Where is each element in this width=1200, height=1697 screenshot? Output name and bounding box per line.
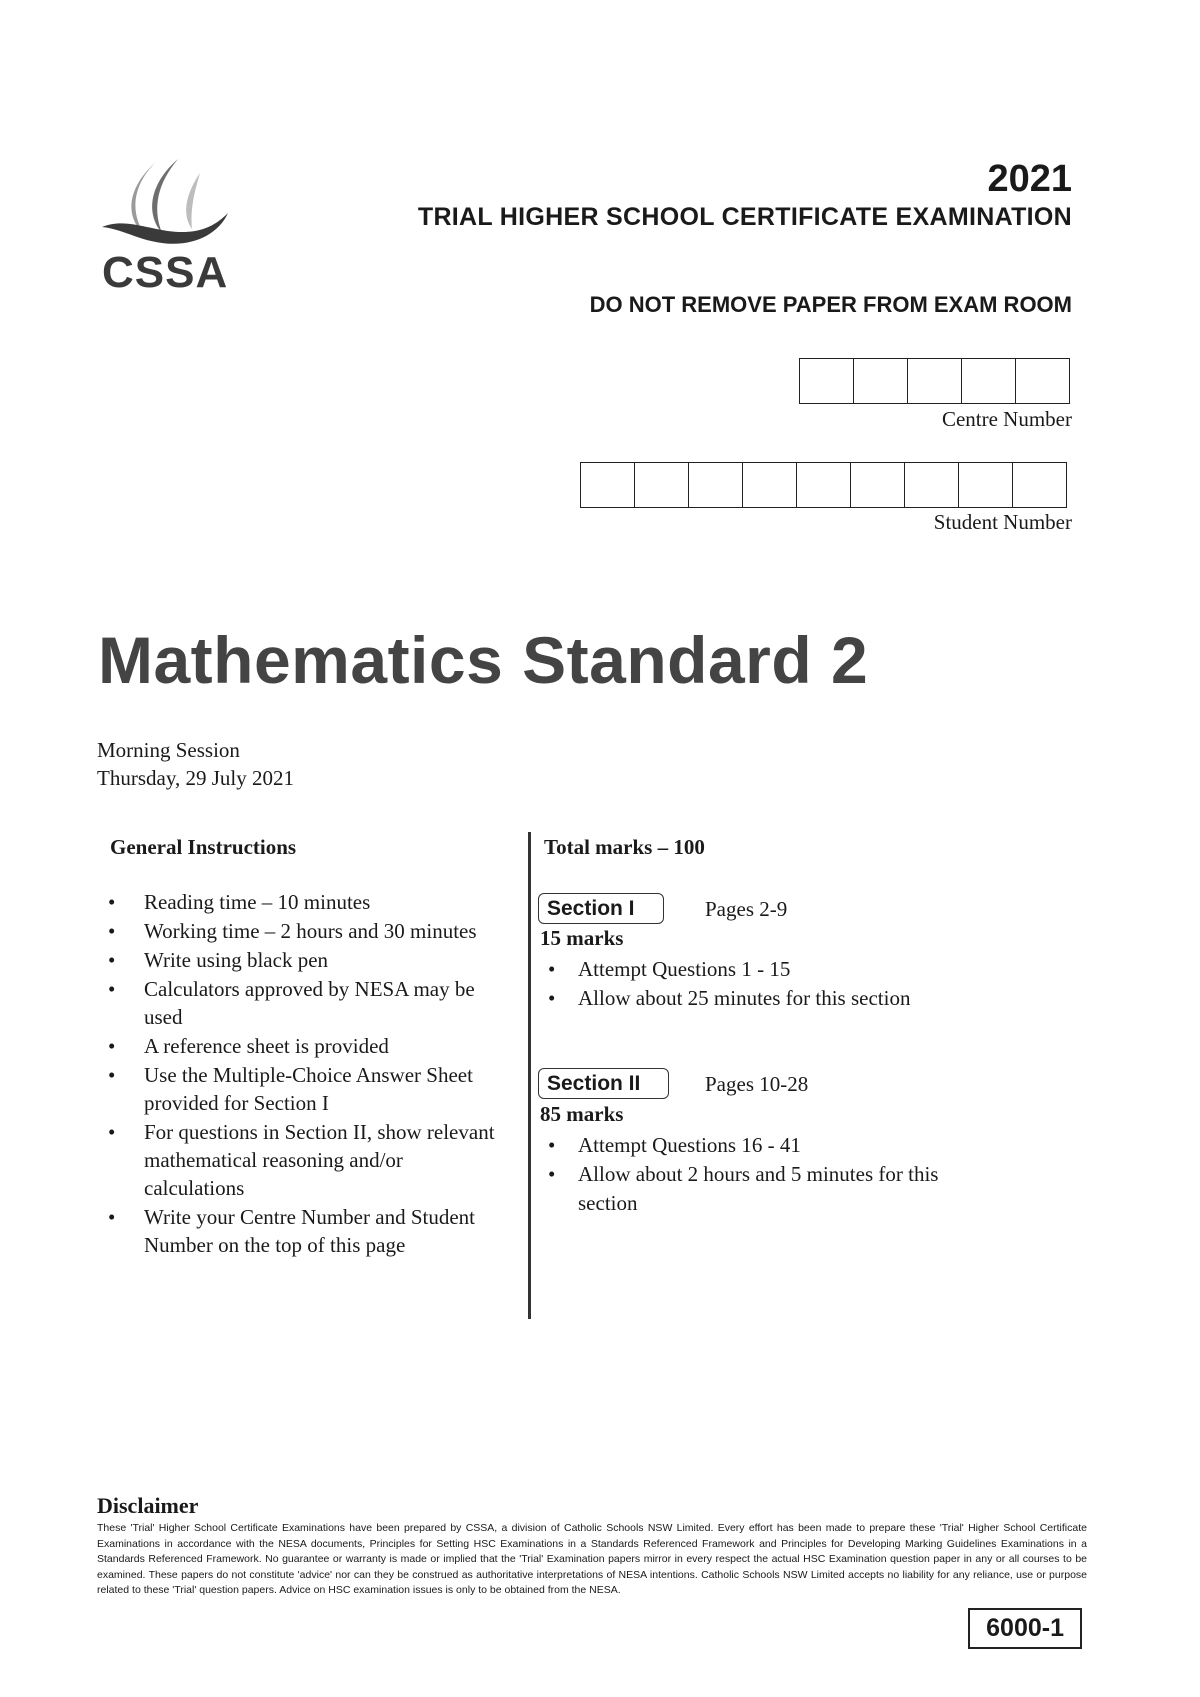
digit-box[interactable] <box>851 463 905 507</box>
centre-number-boxes[interactable] <box>799 358 1070 404</box>
column-divider <box>528 832 531 1319</box>
section-1-pages: Pages 2-9 <box>705 897 788 921</box>
digit-box[interactable] <box>905 463 959 507</box>
section-item: • Allow about 25 minutes for this section <box>540 984 980 1013</box>
section-2-list <box>540 1131 980 1218</box>
digit-box[interactable] <box>635 463 689 507</box>
instruction-item: • Use the Multiple-Choice Answer Sheet provided for Section I <box>108 1061 508 1117</box>
digit-box[interactable] <box>689 463 743 507</box>
total-marks: Total marks – 100 <box>544 835 705 859</box>
centre-number-label: Centre Number <box>941 407 1072 431</box>
section-1-badge: Section I <box>538 893 664 924</box>
logo-text: CSSA <box>102 248 229 297</box>
section-2-pages: Pages 10-28 <box>705 1072 809 1096</box>
session-name: Morning Session <box>97 738 240 762</box>
exam-title: TRIAL HIGHER SCHOOL CERTIFICATE EXAMINATION <box>417 203 1072 231</box>
instruction-item: • Calculators approved by NESA may be used <box>108 975 508 1031</box>
instruction-item: • Working time – 2 hours and 30 minutes <box>108 917 508 945</box>
section-item: • Attempt Questions 1 - 15 <box>540 955 980 984</box>
section-item: • Allow about 2 hours and 5 minutes for this section <box>540 1160 980 1218</box>
instruction-item: • For questions in Section II, show relevant mathematical reasoning and/or calculations <box>108 1118 508 1202</box>
section-2-marks: 85 marks <box>540 1102 624 1126</box>
cssa-swoosh-icon <box>100 155 235 250</box>
disclaimer-heading: Disclaimer <box>97 1493 199 1518</box>
instruction-item: • Write your Centre Number and Student Number on the top of this page <box>108 1203 508 1259</box>
section-item: • Attempt Questions 16 - 41 <box>540 1131 980 1160</box>
subject-title: Mathematics Standard 2 <box>98 623 869 697</box>
instruction-item: • Write using black pen <box>108 946 508 974</box>
section-1-list <box>540 955 980 1013</box>
digit-box[interactable] <box>962 359 1016 403</box>
digit-box[interactable] <box>854 359 908 403</box>
digit-box[interactable] <box>797 463 851 507</box>
section-2-badge: Section II <box>538 1068 669 1099</box>
student-number-label: Student Number <box>933 510 1072 534</box>
digit-box[interactable] <box>959 463 1013 507</box>
digit-box[interactable] <box>1016 359 1069 403</box>
student-number-boxes[interactable] <box>580 462 1067 508</box>
digit-box[interactable] <box>800 359 854 403</box>
session-date: Thursday, 29 July 2021 <box>97 766 294 790</box>
section-1-marks: 15 marks <box>540 926 624 950</box>
digit-box[interactable] <box>581 463 635 507</box>
general-instructions-list <box>108 888 508 1260</box>
digit-box[interactable] <box>1013 463 1066 507</box>
digit-box[interactable] <box>908 359 962 403</box>
general-instructions-heading: General Instructions <box>110 835 297 859</box>
session-info <box>97 736 294 792</box>
instruction-item: • A reference sheet is provided <box>108 1032 508 1060</box>
digit-box[interactable] <box>743 463 797 507</box>
paper-code: 6000-1 <box>968 1608 1082 1649</box>
warning-notice: DO NOT REMOVE PAPER FROM EXAM ROOM <box>589 292 1072 317</box>
exam-year: 2021 <box>987 158 1072 200</box>
instruction-item: • Reading time – 10 minutes <box>108 888 508 916</box>
disclaimer-body: These 'Trial' Higher School Certificate Examinations have been prepared by CSSA, a division of Catholic Schools NSW Limited. Every effort has been made to prepare these 'Trial' Higher School Certificate Examinations in accordance with the NESA documents, Principles for Setting HSC Examinations in a Standards Referenced Framework and Principles for Developing Marking Guidelines Examinations in a Standards Referenced Framework. No guarantee or warranty is made or implied that the 'Trial' Examination papers mirror in every respect the actual HSC Examination question paper in any or all courses to be examined. These papers do not constitute 'advice' nor can they be construed as authoritative interpretations of NESA intentions. Catholic Schools NSW Limited accepts no liability for any reliance, use or purpose related to these 'Trial' question papers. Advice on HSC examination issues is only to be obtained from the NESA. <box>97 1522 1087 1596</box>
